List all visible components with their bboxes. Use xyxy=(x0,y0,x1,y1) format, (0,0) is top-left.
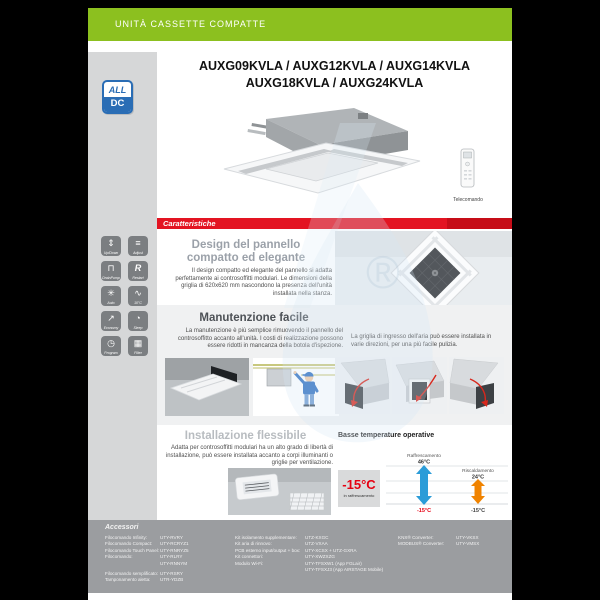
model-title xyxy=(157,58,512,92)
grille-direction-left xyxy=(335,357,390,414)
maintenance-illustration xyxy=(253,358,339,416)
low-temp-caption: in raffrescamento xyxy=(343,493,375,498)
accessory-label: Kit aria di rinnovo: xyxy=(235,541,272,547)
filter-sign-icon xyxy=(128,336,148,356)
accessory-label xyxy=(105,561,160,567)
accessory-row xyxy=(105,561,189,567)
cooling-label: Raffrescamento xyxy=(407,454,441,459)
category-bar xyxy=(88,8,512,41)
installation-body: Adatta per controsoffitti modulari ha un alto grado di libertà di installazione, può essere installata accanto a corpi illuminanti o griglie per ventilazione. xyxy=(165,445,333,466)
grille-direction-right xyxy=(449,357,504,414)
adjust-label: Adjust xyxy=(133,250,143,255)
accessory-code: UTR-YDZB xyxy=(160,577,184,583)
program-timer-icon xyxy=(101,336,121,356)
features-bar-label: Caratteristiche xyxy=(163,219,216,228)
remote-control-image xyxy=(460,148,476,190)
auto-restart-icon xyxy=(128,261,148,281)
accessory-code: UTY-RCRYZ1 xyxy=(160,541,189,547)
heating-label: Riscaldamento xyxy=(462,469,494,474)
low-temp-highlight xyxy=(338,470,380,507)
accessories-col2 xyxy=(235,535,383,573)
updown-glyph: ⇕ xyxy=(107,238,115,248)
economy-icon xyxy=(101,311,121,331)
accessory-code: UTY-RVRY xyxy=(160,535,183,540)
accessory-label: MODBUS® Converter: xyxy=(398,541,445,547)
accessory-label: Filocomando Compact: xyxy=(105,541,153,547)
accessory-code: UTY-RNNYM xyxy=(160,560,188,566)
updown-label: Up/Down xyxy=(103,250,119,255)
accessory-label: Filocomando: xyxy=(105,554,133,560)
accessory-label: Filocomando Touch Panel: xyxy=(105,547,160,553)
grille-direction-front xyxy=(392,357,447,414)
watermark-symbol: ® xyxy=(366,246,400,298)
accessory-row xyxy=(398,541,479,547)
installation-title: Installazione flessibile xyxy=(184,430,307,442)
model-title-line2: AUXG18KVLA / AUXG24KVLA xyxy=(245,76,424,90)
program-label: Program xyxy=(104,350,118,355)
accessory-label: Kit connettori: xyxy=(235,554,264,560)
design-title xyxy=(160,239,332,265)
accessory-code: UTY-XCSX + UTZ-GXRA xyxy=(305,547,357,553)
accessory-code: UTY-TFSXJ3 (App AIRSTAGE Mobile) xyxy=(305,567,384,573)
accessory-code: UTY-RSRY xyxy=(160,571,183,577)
accessory-label: Filocomando semplificato: xyxy=(105,571,159,577)
accessory-label: Kit isolamento supplementare: xyxy=(235,535,297,540)
accessory-label: Filocomando Infinity: xyxy=(105,535,148,540)
filter-glyph: ▦ xyxy=(133,338,143,348)
accessory-row xyxy=(235,567,383,573)
adjust-louvre-icon xyxy=(128,236,148,256)
updown-swing-icon xyxy=(101,236,121,256)
design-panel-photo xyxy=(335,231,512,311)
accessories-col1 xyxy=(105,535,189,584)
economy-label: Economy xyxy=(103,325,119,330)
program-glyph: ◷ xyxy=(107,338,115,348)
accessory-label: Tamponamento aletta: xyxy=(105,577,151,583)
category-title: UNITÀ CASSETTE COMPATTE xyxy=(115,19,267,29)
adjust-glyph: ≡ xyxy=(135,238,141,248)
design-body: Il design compatto ed elegante del pannello si adatta perfettamente ai controsoffitti modulari. Le dimensioni della griglia di 620x620 mm nascondono la presenza dell'unità installata nella stanza. xyxy=(175,268,332,297)
feature-icon-grid xyxy=(101,236,148,356)
heating-min: -15°C xyxy=(470,508,486,514)
brochure-page xyxy=(88,8,512,600)
accessory-code: UTY-XWZXZG xyxy=(305,554,335,560)
accessory-code: UTY-VMSX xyxy=(456,541,480,547)
accessory-label: Modulo Wi-Fi: xyxy=(235,560,264,566)
design-title-line2: compatto ed elegante xyxy=(186,252,306,264)
low-temp-value: -15°C xyxy=(342,477,376,492)
accessory-code: UTY-TFSXW1 (App FGLair) xyxy=(305,560,362,566)
heat-10c-icon xyxy=(128,286,148,306)
remote-caption: Telecomando xyxy=(453,197,483,203)
accessory-code: UTY-VKSX xyxy=(456,535,479,540)
fan-glyph: ✳ xyxy=(107,288,115,298)
drain-label: DrainPump xyxy=(102,275,120,280)
sleep-glyph: ◔ xyxy=(135,313,141,323)
feature-sidebar xyxy=(88,52,157,520)
maintenance-body-left: La manutenzione è più semplice rimuovendo il pannello del controsoffitto accanto all'unità. I costi di realizzazione possono essere ridotti in mancanza della botola d'ispezione. xyxy=(177,328,343,349)
heating-max: 24°C xyxy=(471,474,485,481)
maintenance-title: Manutenzione facile xyxy=(199,312,309,324)
heat10-glyph: ∿ xyxy=(134,288,142,298)
maintenance-photo xyxy=(165,358,249,416)
maintenance-body-right: La griglia di ingresso dell'aria può essere installata in varie direzioni, per una più facile pulizia. xyxy=(351,334,492,348)
accessories-footer xyxy=(88,520,512,593)
sleep-timer-icon xyxy=(128,311,148,331)
accessory-code: UTZ-VXAA xyxy=(305,541,328,547)
accessory-label: PCB esterno input/output + box: xyxy=(235,547,301,553)
heat10-label: 10°C xyxy=(134,300,142,305)
maintenance-section xyxy=(157,305,512,425)
model-title-line1: AUXG09KVLA / AUXG12KVLA / AUXG14KVLA xyxy=(198,59,471,73)
accessory-code: UTZ-KXGC xyxy=(305,535,329,540)
restart-glyph: R xyxy=(134,263,142,273)
accessory-code: UTY-RNRYZ5 xyxy=(160,547,189,553)
accessory-label xyxy=(235,567,305,573)
filter-label: Filter xyxy=(134,350,142,355)
accessory-label: KNX® Converter: xyxy=(398,535,434,540)
accessories-col3 xyxy=(398,535,479,548)
cooling-max: 46°C xyxy=(417,459,431,466)
economy-glyph: ↗ xyxy=(107,313,115,323)
remote-control xyxy=(446,148,490,203)
installation-photo xyxy=(228,468,331,520)
sleep-label: Sleep xyxy=(133,325,143,330)
installation-section xyxy=(158,430,333,468)
accessory-code: UTY-RLRY xyxy=(160,554,183,560)
fan-label: Auto xyxy=(107,300,115,305)
drain-glyph: ⊓ xyxy=(107,263,115,273)
low-temp-title: Basse temperature operative xyxy=(338,432,435,439)
restart-label: Restart xyxy=(132,275,144,280)
temperature-range-chart xyxy=(382,448,512,523)
maintenance-photo-group xyxy=(165,358,339,416)
design-title-line1: Design del pannello xyxy=(191,239,301,251)
all-dc-badge-bottom: DC xyxy=(104,97,131,112)
auto-fan-icon xyxy=(101,286,121,306)
accessories-title: Accessori xyxy=(105,524,139,531)
features-bar xyxy=(157,218,512,229)
all-dc-badge-top: ALL xyxy=(108,85,127,95)
drain-pump-icon xyxy=(101,261,121,281)
accessory-row xyxy=(105,577,189,583)
all-dc-badge xyxy=(102,80,133,114)
cooling-min: -15°C xyxy=(416,508,432,514)
design-section xyxy=(160,239,332,298)
cassette-unit-image xyxy=(208,103,423,208)
